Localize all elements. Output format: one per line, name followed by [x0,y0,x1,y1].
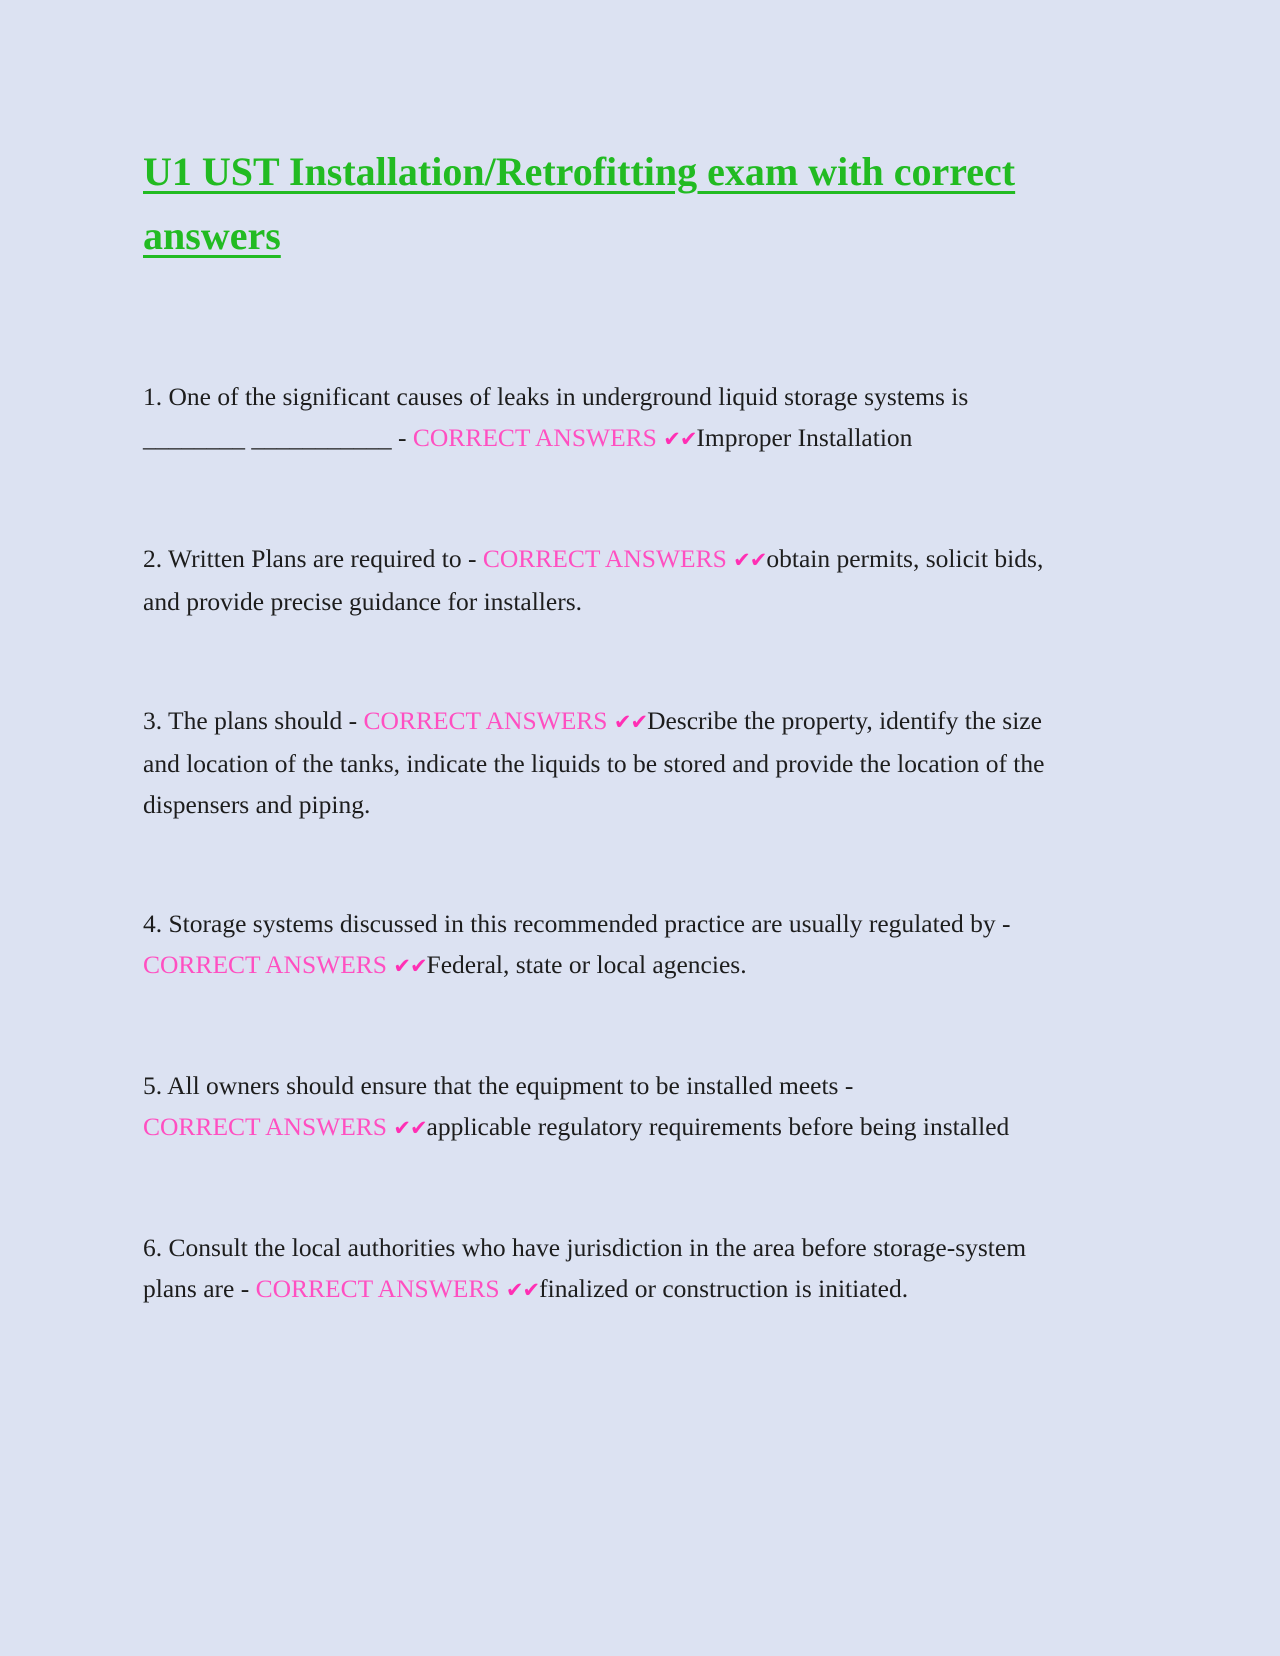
qa-number-4: 4. [143,909,163,938]
check-mark-icon: ✔✔ [505,1278,540,1302]
page-title-text: U1 UST Installation/Retrofitting exam with correct answers [143,149,1016,258]
qa-question-2: Written Plans are required to - [168,544,477,573]
qa-number-6: 6. [143,1233,163,1262]
answer-label-2: CORRECT ANSWERS [482,544,727,573]
check-mark-icon: ✔✔ [393,1116,427,1140]
qa-question-4: Storage systems discussed in this recommended practice are usually regulated by - [168,909,1011,938]
qa-item-4 [143,903,1065,987]
qa-answer-3: Describe the property, identify the size and location of the tanks, indicate the liquids to be stored and provide the location of the dispensers and piping. [143,706,1045,819]
qa-answer-1: Improper Installation [696,423,913,452]
qa-item-1 [143,376,1065,460]
answer-label-6: CORRECT ANSWERS [255,1274,500,1303]
qa-number-5: 5. [143,1071,163,1100]
qa-number-2: 2. [143,544,163,573]
qa-answer-4: Federal, state or local agencies. [426,950,747,979]
answer-label-3: CORRECT ANSWERS [363,706,608,735]
qa-item-2 [143,538,1065,622]
qa-question-3: The plans should - [168,706,358,735]
qa-item-6 [143,1227,1065,1311]
qa-question-5: All owners should ensure that the equipment to be installed meets - [167,1071,854,1100]
qa-answer-5: applicable regulatory requirements before being installed [426,1112,1010,1141]
qa-answer-2: obtain permits, solicit bids, and provide precise guidance for installers. [143,544,1044,616]
page-title [143,140,1065,268]
check-mark-icon: ✔✔ [663,427,697,451]
answer-label-4: CORRECT ANSWERS [143,950,387,979]
qa-item-3 [143,700,1065,825]
qa-number-1: 1. [143,382,163,411]
answer-label-5: CORRECT ANSWERS [143,1112,387,1141]
check-mark-icon: ✔✔ [393,954,427,978]
answer-label-1: CORRECT ANSWERS [412,423,657,452]
qa-answer-6: finalized or construction is initiated. [539,1274,909,1303]
qa-number-3: 3. [143,706,163,735]
qa-item-5 [143,1065,1065,1149]
check-mark-icon: ✔✔ [613,710,648,734]
qa-question-1: One of the significant causes of leaks in underground liquid storage systems is ________ ___________ - [143,382,969,452]
check-mark-icon: ✔✔ [733,548,767,572]
qa-question-6: Consult the local authorities who have jurisdiction in the area before storage-system plans are - [143,1233,1027,1303]
qa-list [143,376,1065,1311]
